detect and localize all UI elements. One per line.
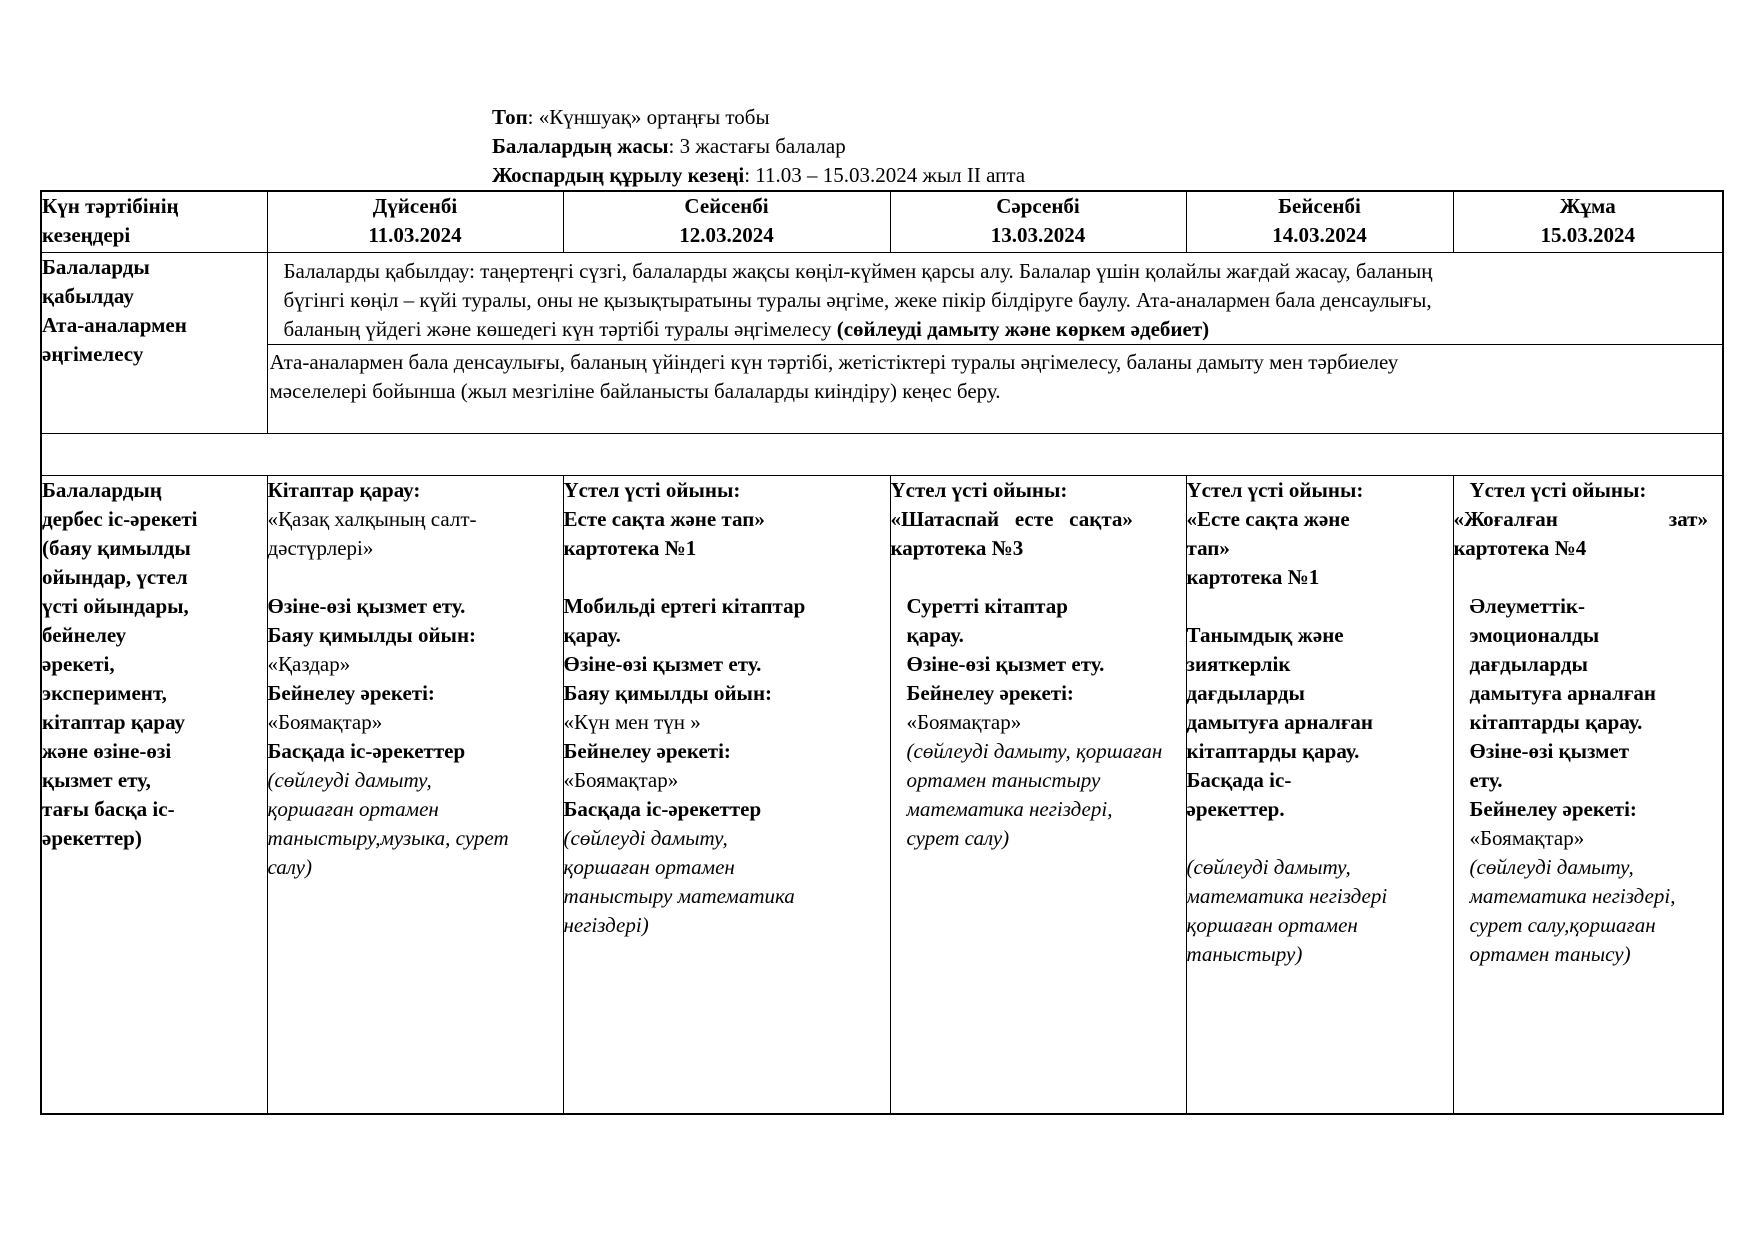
activity-line: ету.	[1469, 767, 1503, 792]
activity-note: математика негіздері,	[1469, 883, 1676, 908]
activity-note: таныстыру,музыка, сурет	[267, 825, 509, 850]
reception-line: Балаларды қабылдау: таңертеңгі сүзгі, балаларды жақсы көңіл-күймен қарсы алу. Балалар үшін қолайлы жағдай жасау, баланың	[283, 258, 1433, 283]
group-label: Топ	[492, 105, 528, 129]
activity-line: тап»	[1186, 535, 1230, 560]
activity-line: дәстүрлері»	[267, 535, 374, 560]
day-name: Дүйсенбі	[372, 194, 458, 218]
activity-line: «Боямақтар»	[563, 767, 679, 792]
activity-line: «Қазақ халқының салт-	[267, 506, 477, 531]
activity-note: қоршаған ортамен	[563, 854, 735, 879]
age-value: : 3 жастағы балалар	[668, 134, 846, 158]
label-line: қабылдау	[42, 283, 134, 308]
activity-note: қоршаған ортамен	[267, 796, 439, 821]
activity-cell-tue	[563, 475, 890, 1114]
empty-row	[41, 433, 1723, 475]
corner-cell	[41, 191, 267, 252]
day-date: 14.03.2024	[1272, 223, 1367, 247]
label-line: Балаларды	[42, 254, 150, 279]
activity-line: «Күн мен түн »	[563, 709, 701, 734]
label-line: әңгімелесу	[42, 341, 144, 366]
day-date: 15.03.2024	[1540, 223, 1635, 247]
label-line: әрекеттер)	[42, 825, 142, 850]
activity-line: «Шатаспай есте сақта»	[890, 506, 1133, 531]
activity-line: Бейнелеу әрекеті:	[1469, 796, 1637, 821]
activity-line: Танымдық және	[1186, 622, 1344, 647]
label-line: үсті ойындары,	[42, 593, 189, 618]
activity-line: әрекеттер.	[1186, 796, 1285, 821]
activity-line: Мобильді ертегі кітаптар	[563, 593, 806, 618]
reception-label	[41, 252, 267, 433]
activity-line: кітаптарды қарау.	[1469, 709, 1643, 734]
independent-label	[41, 475, 267, 1114]
day-name: Жұма	[1559, 194, 1616, 218]
activity-cell-fri	[1453, 475, 1723, 1114]
activity-cell-mon	[267, 475, 563, 1114]
day-name: Сәрсенбі	[996, 194, 1080, 218]
empty-cell	[41, 433, 1723, 475]
activity-line: дамытуға арналған	[1186, 709, 1374, 734]
activity-line: Үстел үсті ойыны:	[1186, 477, 1364, 502]
activity-line: «Қаздар»	[267, 651, 351, 676]
activity-line: картотека №4	[1453, 535, 1587, 560]
period-value: : 11.03 – 15.03.2024 жыл II апта	[744, 163, 1026, 187]
day-header-thu	[1186, 191, 1453, 252]
activity-note: қоршаған ортамен	[1186, 912, 1358, 937]
activity-note: таныстыру математика	[563, 883, 795, 908]
day-header-mon	[267, 191, 563, 252]
activity-note: математика негіздері,	[906, 796, 1113, 821]
activity-note: ортамен таныстыру	[906, 767, 1101, 792]
corner-line: кезеңдері	[42, 223, 131, 247]
activity-line: «Жоғалған	[1453, 506, 1558, 531]
activity-line: Бейнелеу әрекеті:	[563, 738, 731, 763]
period-label: Жоспардың құрылу кезеңі	[492, 163, 745, 187]
activity-note: таныстыру)	[1186, 941, 1303, 966]
header-age	[492, 132, 846, 161]
activity-line: дағдыларды	[1469, 651, 1588, 676]
day-name: Бейсенбі	[1278, 194, 1361, 218]
activity-line: Үстел үсті ойыны:	[890, 477, 1068, 502]
label-line: және өзіне-өзі	[42, 738, 172, 763]
activity-line: картотека №3	[890, 535, 1024, 560]
activity-line: Есте сақта және тап»	[563, 506, 765, 531]
activity-line: зияткерлік	[1186, 651, 1291, 676]
activity-line: Үстел үсті ойыны:	[1469, 477, 1647, 502]
activity-line: Баяу қимылды ойын:	[563, 680, 773, 705]
parents-line: мәселелері бойынша (жыл мезгіліне байланысты балаларды киіндіру) кеңес беру.	[269, 378, 1001, 403]
activity-line: «Боямақтар»	[267, 709, 383, 734]
activity-line: Өзіне-өзі қызмет ету.	[267, 593, 466, 618]
activity-line: дамытуға арналған	[1469, 680, 1657, 705]
activity-line: Әлеуметтік-	[1469, 593, 1585, 618]
activity-line: қарау.	[563, 622, 621, 647]
reception-row	[41, 252, 1723, 344]
activity-line: Кітаптар қарау:	[267, 477, 421, 502]
parents-text	[267, 344, 1723, 433]
corner-line: Күн тәртібінің	[42, 194, 179, 218]
activity-note: (сөйлеуді дамыту,	[1186, 854, 1351, 879]
activity-line: картотека №1	[1186, 564, 1320, 589]
age-label: Балалардың жасы	[492, 134, 669, 158]
activity-note: математика негіздері	[1186, 883, 1388, 908]
activity-line: Бейнелеу әрекеті:	[267, 680, 435, 705]
weekly-plan-table	[40, 190, 1724, 1115]
activity-line: дағдыларды	[1186, 680, 1305, 705]
activity-cell-thu	[1186, 475, 1453, 1114]
activity-line: кітаптарды қарау.	[1186, 738, 1360, 763]
day-date: 12.03.2024	[679, 223, 774, 247]
label-line: бейнелеу	[42, 622, 127, 647]
activity-note: (сөйлеуді дамыту,	[563, 825, 728, 850]
activity-line: эмоционалды	[1469, 622, 1600, 647]
activity-note: негіздері)	[563, 912, 649, 937]
day-header-fri	[1453, 191, 1723, 252]
activity-note: салу)	[267, 854, 312, 879]
label-line: ойындар, үстел	[42, 564, 188, 589]
label-line: Балалардың	[42, 477, 162, 502]
activity-line: Баяу қимылды ойын:	[267, 622, 477, 647]
activity-cell-wed	[890, 475, 1186, 1114]
header-group	[492, 103, 770, 132]
independent-row	[41, 475, 1723, 1114]
label-line: дербес іс-әрекеті	[42, 506, 198, 531]
day-header-tue	[563, 191, 890, 252]
parents-line: Ата-аналармен бала денсаулығы, баланың үйіндегі күн тәртібі, жетістіктері туралы әңгімелесу, баланы дамыту мен тәрбиелеу	[269, 349, 1399, 374]
reception-line: баланың үйдегі және көшедегі күн тәртібі туралы әңгімелесу	[283, 316, 837, 341]
activity-line: қарау.	[906, 622, 964, 647]
activity-line: Үстел үсті ойыны:	[563, 477, 741, 502]
group-value: : «Күншуақ» ортаңғы тобы	[527, 105, 770, 129]
activity-line: картотека №1	[563, 535, 697, 560]
label-line: Ата-аналармен	[42, 312, 187, 337]
label-line: әрекеті,	[42, 651, 115, 676]
activity-note: ортамен танысу)	[1469, 941, 1631, 966]
activity-line: Өзіне-өзі қызмет ету.	[563, 651, 762, 676]
activity-line: Өзіне-өзі қызмет	[1469, 738, 1630, 763]
reception-line: бүгінгі көңіл – күйі туралы, оны не қызықтыратыны туралы әңгіме, жеке пікір білдіруге баулу. Ата-аналармен бала денсаулығы,	[283, 287, 1432, 312]
day-date: 11.03.2024	[368, 223, 462, 247]
label-line: (баяу қимылды	[42, 535, 191, 560]
activity-line: «Боямақтар»	[906, 709, 1022, 734]
activity-line: Басқада іс-	[1186, 767, 1292, 792]
day-name: Сейсенбі	[684, 194, 769, 218]
activity-line: Өзіне-өзі қызмет ету.	[906, 651, 1105, 676]
activity-line: Бейнелеу әрекеті:	[906, 680, 1074, 705]
label-line: эксперимент,	[42, 680, 167, 705]
activity-line: «Есте сақта және	[1186, 506, 1350, 531]
activity-note: (сөйлеуді дамыту, қоршаған	[906, 738, 1163, 763]
activity-line: Басқада іс-әрекеттер	[563, 796, 762, 821]
header-period	[492, 161, 1025, 190]
parents-row	[41, 344, 1723, 433]
activity-note: (сөйлеуді дамыту,	[267, 767, 432, 792]
activity-line: Суретті кітаптар	[906, 593, 1068, 618]
activity-note: сурет салу)	[906, 825, 1010, 850]
label-line: тағы басқа іс-	[42, 796, 175, 821]
label-line: кітаптар қарау	[42, 709, 186, 734]
activity-line: «Боямақтар»	[1469, 825, 1585, 850]
reception-bold-note: (сөйлеуді дамыту және көркем әдебиет)	[836, 316, 1210, 341]
activity-note: сурет салу,қоршаған	[1469, 912, 1656, 937]
activity-note: (сөйлеуді дамыту,	[1469, 854, 1634, 879]
label-line: қызмет ету,	[42, 767, 151, 792]
table-header-row	[41, 191, 1723, 252]
activity-line: зат»	[1668, 506, 1708, 531]
day-header-wed	[890, 191, 1186, 252]
day-date: 13.03.2024	[990, 223, 1086, 247]
activity-line: Басқада іс-әрекеттер	[267, 738, 466, 763]
reception-text	[267, 252, 1723, 344]
